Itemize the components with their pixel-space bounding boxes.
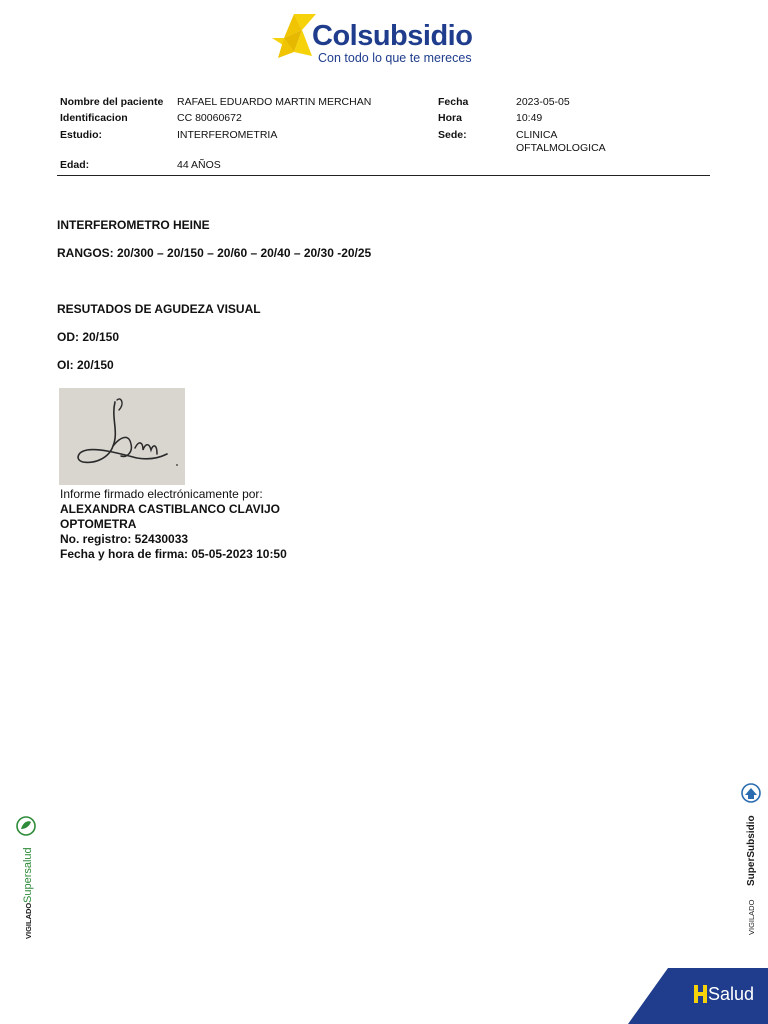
supersubsidio-mark	[738, 780, 764, 940]
identification-label: Identificacion	[60, 112, 128, 124]
date-value: 2023-05-05	[516, 96, 570, 108]
handwritten-signature-icon	[59, 388, 185, 485]
signed-by-intro: Informe firmado electrónicamente por:	[60, 487, 263, 501]
study-value: INTERFEROMETRIA	[177, 129, 278, 141]
study-label: Estudio:	[60, 129, 102, 141]
supersubsidio-entity: SuperSubsidio	[746, 815, 757, 886]
brand-name: Colsubsidio	[312, 20, 473, 52]
salud-corner-badge	[628, 968, 768, 1024]
time-label: Hora	[438, 112, 462, 124]
time-value: 10:49	[516, 112, 543, 124]
supersubsidio-house-icon	[742, 784, 760, 802]
oi-result: OI: 20/150	[57, 358, 114, 372]
patient-name-label: Nombre del paciente	[60, 96, 164, 108]
site-value-line1: CLINICA	[516, 129, 558, 141]
results-heading: RESUTADOS DE AGUDEZA VISUAL	[57, 302, 261, 316]
identification-value: CC 80060672	[177, 112, 242, 124]
signer-name: ALEXANDRA CASTIBLANCO CLAVIJO	[60, 502, 281, 516]
site-value-line2: OFTALMOLOGICA	[516, 142, 606, 154]
device-heading: INTERFEROMETRO HEINE	[57, 218, 210, 232]
signer-registry: No. registro: 52430033	[60, 532, 189, 546]
brand-tagline: Con todo lo que te mereces	[318, 51, 472, 65]
colsubsidio-logo	[272, 10, 492, 70]
signature-image	[59, 388, 185, 485]
patient-name-value: RAFAEL EDUARDO MARTIN MERCHAN	[177, 96, 372, 108]
age-label: Edad:	[60, 159, 90, 171]
signer-role: OPTOMETRA	[60, 517, 137, 531]
header-divider	[57, 175, 710, 176]
supersalud-entity: Supersalud	[22, 847, 34, 903]
site-label: Sede:	[438, 129, 467, 141]
date-label: Fecha	[438, 96, 469, 108]
supersalud-mark	[12, 815, 42, 945]
signature-datetime: Fecha y hora de firma: 05-05-2023 10:50	[60, 547, 287, 561]
age-value: 44 AÑOS	[177, 159, 221, 171]
supersubsidio-prefix: VIGILADO	[747, 899, 756, 935]
supersalud-leaf-icon	[17, 817, 35, 835]
supersalud-prefix: VIGILADO	[24, 902, 33, 939]
od-result: OD: 20/150	[57, 330, 120, 344]
ranges-text: RANGOS: 20/300 – 20/150 – 20/60 – 20/40 – 20/30 -20/25	[57, 246, 372, 260]
salud-label: Salud	[708, 984, 755, 1004]
